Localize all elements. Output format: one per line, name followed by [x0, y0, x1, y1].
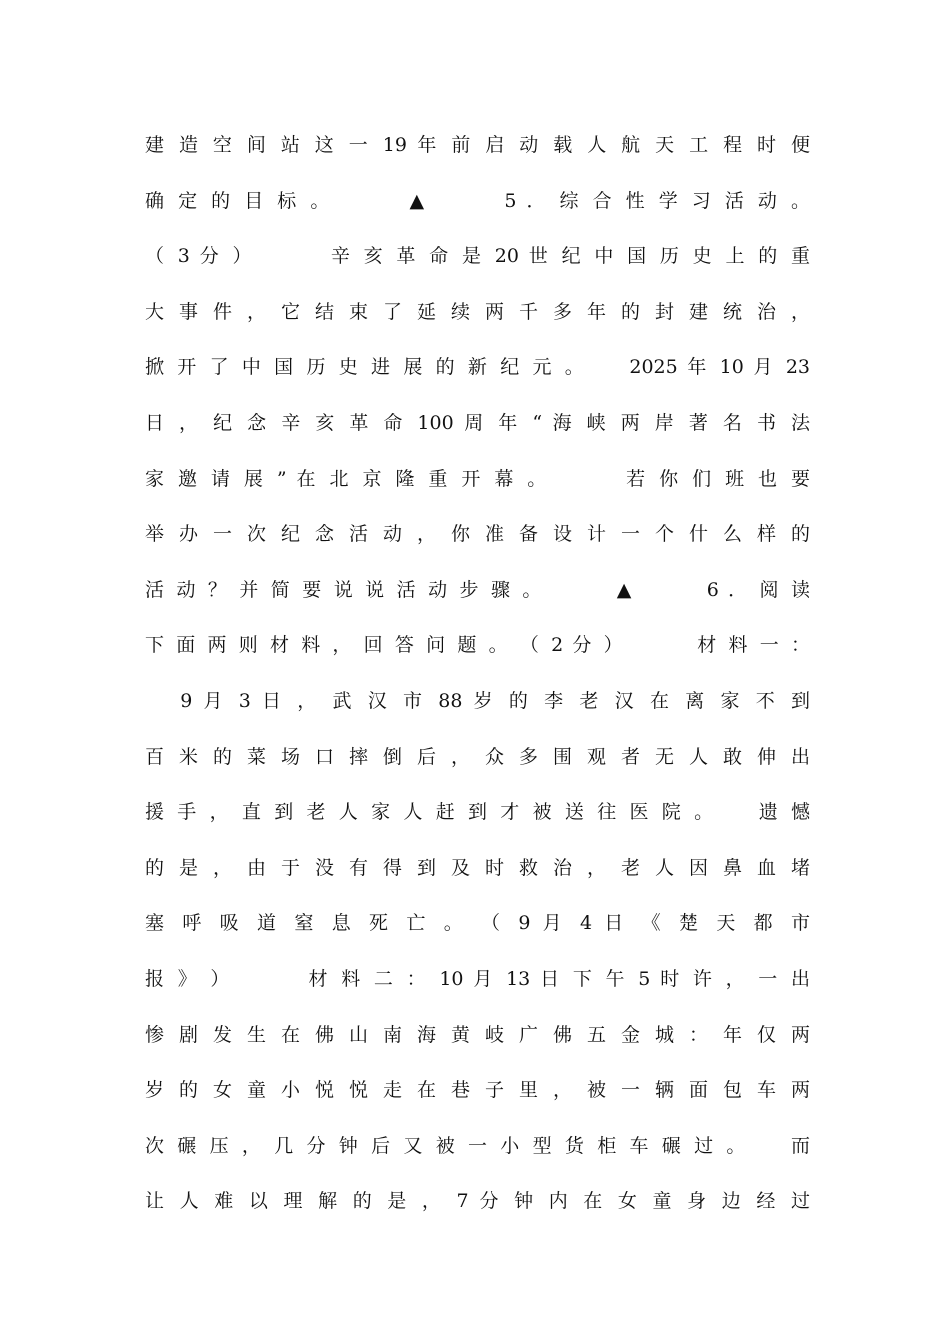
text-line: 的 是 ， 由 于 没 有 得 到 及 时 救 治 ， 老 人 因 鼻 血 堵 [145, 856, 810, 879]
text-line: 次 碾 压 ， 几 分 钟 后 又 被 一 小 型 货 柜 车 碾 过 。 而 [145, 1134, 810, 1157]
document-text [145, 125, 810, 1237]
text-line: 惨 剧 发 生 在 佛 山 南 海 黄 岐 广 佛 五 金 城 ： 年 仅 两 [145, 1023, 810, 1046]
text-line: 活 动 ？ 并 简 要 说 说 活 动 步 骤 。 ▲ 6 ． 阅 读 [145, 578, 810, 601]
text-line: 大 事 件 ， 它 结 束 了 延 续 两 千 多 年 的 封 建 统 治 ， [145, 300, 810, 323]
text-line: 日 ， 纪 念 辛 亥 革 命 100 周 年 “ 海 峡 两 岸 著 名 书 法 [145, 411, 810, 434]
text-line: 9 月 3 日 ， 武 汉 市 88 岁 的 李 老 汉 在 离 家 不 到 [145, 689, 810, 712]
text-line: 让 人 难 以 理 解 的 是 ， 7 分 钟 内 在 女 童 身 边 经 过 [145, 1190, 810, 1213]
text-line: 岁 的 女 童 小 悦 悦 走 在 巷 子 里 ， 被 一 辆 面 包 车 两 [145, 1079, 810, 1102]
text-line: 家 邀 请 展 ” 在 北 京 隆 重 开 幕 。 若 你 们 班 也 要 [145, 467, 810, 490]
text-line: 下 面 两 则 材 料 ， 回 答 问 题 。 （ 2 分 ） 材 料 一 ： [145, 634, 810, 657]
text-line: 建 造 空 间 站 这 一 19 年 前 启 动 载 人 航 天 工 程 时 便 [145, 134, 810, 156]
text-line: 塞 呼 吸 道 窒 息 死 亡 。 （ 9 月 4 日 《 楚 天 都 市 [145, 912, 810, 935]
text-line: （ 3 分 ） 辛 亥 革 命 是 20 世 纪 中 国 历 史 上 的 重 [145, 245, 810, 268]
text-line: 援 手 ， 直 到 老 人 家 人 赶 到 才 被 送 往 医 院 。 遗 憾 [145, 801, 810, 824]
text-line: 百 米 的 菜 场 口 摔 倒 后 ， 众 多 围 观 者 无 人 敢 伸 出 [145, 745, 810, 768]
text-line: 确 定 的 目 标 。 ▲ 5 ． 综 合 性 学 习 活 动 。 [145, 189, 810, 212]
text-line: 举 办 一 次 纪 念 活 动 ， 你 准 备 设 计 一 个 什 么 样 的 [145, 523, 810, 546]
text-line: 报 》 ） 材 料 二 ： 10 月 13 日 下 午 5 时 许 ， 一 出 [145, 967, 810, 990]
text-line: 掀 开 了 中 国 历 史 进 展 的 新 纪 元 。 2025 年 10 月 23 [145, 356, 810, 379]
